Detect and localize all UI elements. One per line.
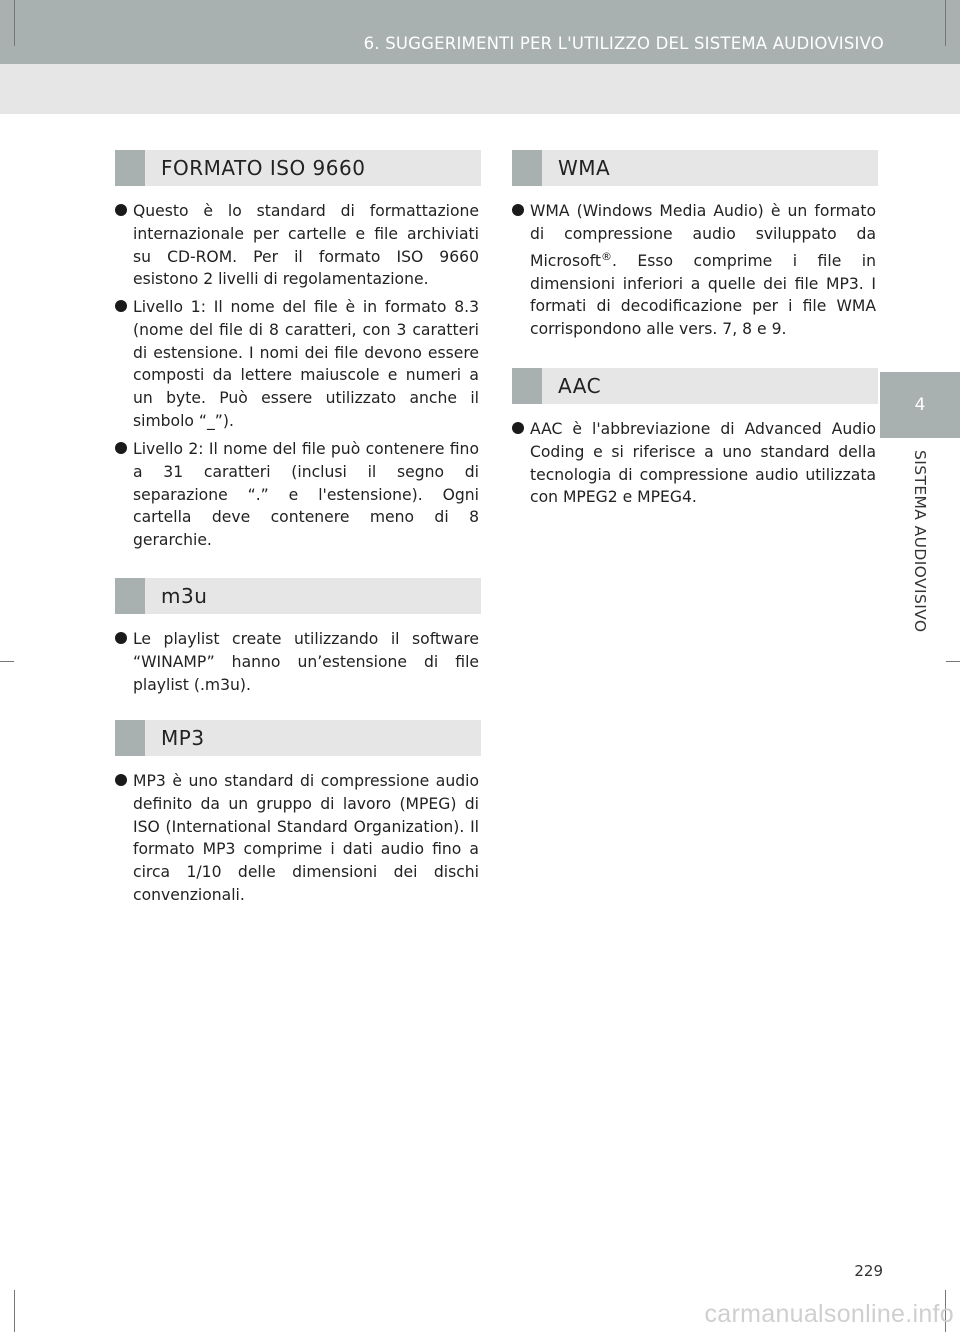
bullet-icon <box>115 632 127 644</box>
section-wma-header <box>512 150 878 186</box>
chapter-title: 6. SUGGERIMENTI PER L'UTILIZZO DEL SISTEMA AUDIOVISIVO <box>363 34 884 53</box>
bullet-item: Questo è lo standard di formattazione internazionale per cartelle e file archiviati su CD-ROM. Per il formato ISO 9660 esistono 2 livelli di regolamentazione. <box>115 200 479 291</box>
section-mp3-header <box>115 720 481 756</box>
bullet-item: MP3 è uno standard di compressione audio definito da un gruppo di lavoro (MPEG) di ISO (International Standard Organization). Il formato MP3 comprime i dati audio fino a circa 1/10 delle dimensioni dei dischi convenzionali. <box>115 770 479 907</box>
watermark: carmanualsonline.info <box>704 1300 954 1328</box>
bullet-icon <box>115 442 127 454</box>
header-strip <box>0 0 960 64</box>
section-m3u-header <box>115 578 481 614</box>
chapter-tab <box>880 372 960 438</box>
section-marker <box>115 578 145 614</box>
crop-mark <box>14 1290 15 1332</box>
section-aac-header <box>512 368 878 404</box>
section-title: m3u <box>161 584 208 608</box>
chapter-number: 4 <box>914 395 926 415</box>
crop-mark <box>945 0 946 46</box>
section-title: AAC <box>558 374 602 398</box>
crop-mark <box>14 0 15 46</box>
bullet-item: Le playlist create utilizzando il software “WINAMP” hanno un’estensione di file playlist (.m3u). <box>115 628 479 696</box>
bullet-icon <box>115 774 127 786</box>
bullet-icon <box>115 204 127 216</box>
bullet-icon <box>115 300 127 312</box>
section-title: FORMATO ISO 9660 <box>161 156 366 180</box>
section-iso-header <box>115 150 481 186</box>
registered-mark: ® <box>600 249 612 263</box>
bullet-icon <box>512 422 524 434</box>
section-marker <box>512 150 542 186</box>
bullet-item: AAC è l'abbreviazione di Advanced Audio Coding e si riferisce a uno standard della tecnologia di compressione audio utilizzata con MPEG2 e MPEG4. <box>512 418 876 509</box>
bullet-item: Livello 2: Il nome del file può contenere fino a 31 caratteri (inclusi il segno di separazione “.” e l'estensione). Ogni cartella deve contenere meno di 8 gerarchie. <box>115 438 479 552</box>
section-marker <box>115 150 145 186</box>
bullet-item: Livello 1: Il nome del file è in formato 8.3 (nome del file di 8 caratteri, con 3 caratteri di estensione. I nomi dei file devono essere composti da lettere maiuscole e numeri a un byte. Può essere utilizzato anche il simbolo “_”). <box>115 296 479 433</box>
page-number: 229 <box>854 1262 883 1280</box>
section-marker <box>115 720 145 756</box>
crop-mark <box>0 661 14 662</box>
chapter-side-label: SISTEMA AUDIOVISIVO <box>911 450 929 633</box>
bullet-icon <box>512 204 524 216</box>
section-title: WMA <box>558 156 611 180</box>
bullet-item: WMA (Windows Media Audio) è un formato di compressione audio sviluppato da Microsoft®. Esso comprime i file in dimensioni inferiori a quelle dei file MP3. I formati di decodificazione per i file WMA corrispondono alle vers. 7, 8 e 9. <box>512 200 876 341</box>
section-marker <box>512 368 542 404</box>
section-title: MP3 <box>161 726 205 750</box>
crop-mark <box>946 661 960 662</box>
